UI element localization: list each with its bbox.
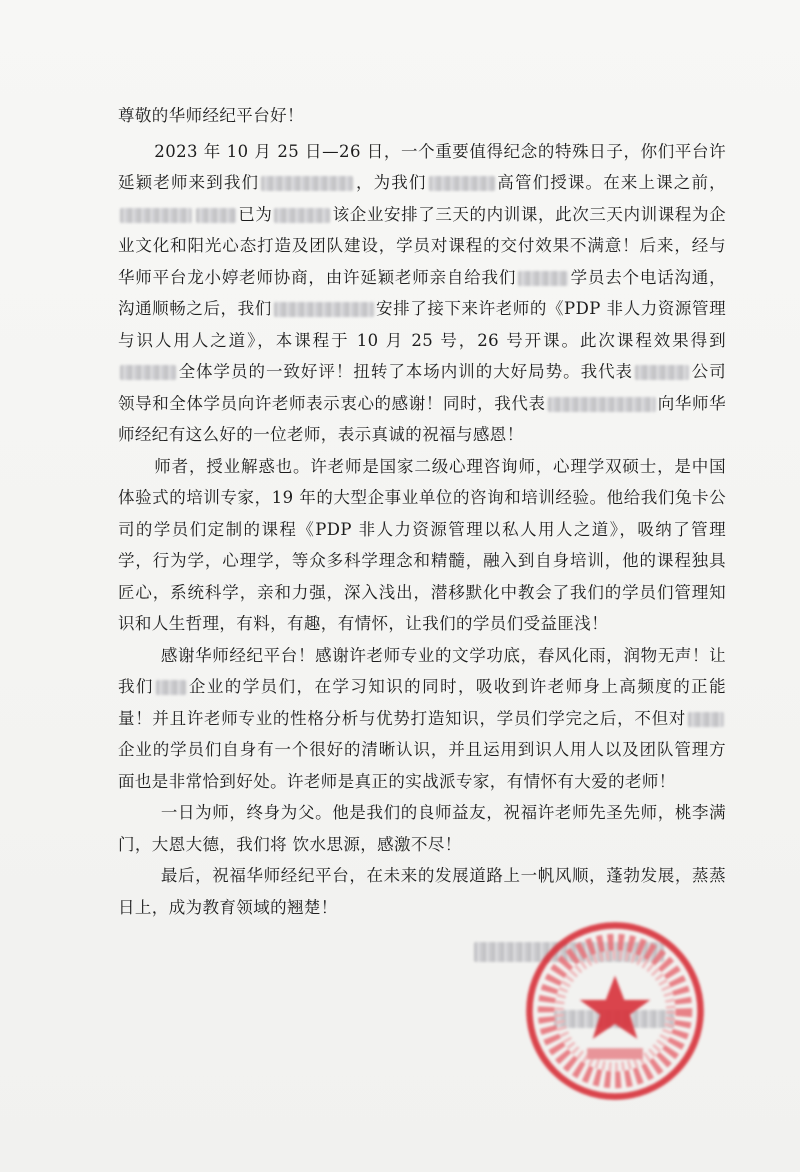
- p1-seg-7: 全体学员的一致好评！扭转了本场内训的大好局势。我代表: [178, 362, 634, 381]
- redacted-company: [156, 680, 186, 695]
- redacted-company: [635, 365, 689, 380]
- p1-seg-2: 高管们授课。在来上课之前，: [496, 173, 727, 192]
- redacted-company: [261, 176, 353, 191]
- redacted-company: [688, 712, 724, 727]
- redacted-company: [274, 302, 374, 317]
- p1-seg-4: 该企业安排了三天的内训课，此次三天内训课程为企业文化和阳光心态打造及团队建设，学员对课程的交付效果不满意！后来，经与华师平台龙小婷老师协商，由许延颖老师亲自给我们: [118, 204, 726, 287]
- p3-seg-2: 企业的学员们自身有一个很好的清晰认识，并且运用到识人用人以及团队管理方面也是非常恰到好处。许老师是真正的实战派专家，有情怀有大爱的老师！: [118, 740, 726, 791]
- redacted-company: [196, 208, 236, 223]
- redacted-company: [429, 176, 495, 191]
- p1-seg-6: 安排了接下来许老师的《PDP 非人力资源管理与识人用人之道》，本课程于 10 月 25 号，26 号开课。此次课程效果得到: [118, 299, 726, 350]
- paragraph-4: 一日为师，终身为父。他是我们的良师益友，祝福许老师先圣先师，桃李满门，大恩大德，我们将 饮水思源，感激不尽！: [118, 803, 726, 854]
- redacted-company: [120, 208, 192, 223]
- p1-seg-3: 已为: [238, 204, 273, 224]
- p1-seg-0: 2023 年 10 月 25 日—26 日，一个重要值得纪念的特殊日子，你们平台许延颖老师来到我们: [118, 141, 726, 192]
- paragraph-1: [118, 136, 726, 451]
- paragraph-2: 师者，授业解惑也。许老师是国家二级心理咨询师，心理学双硕士，是中国体验式的培训专家，19 年的大型企事业单位的咨询和培训经验。他给我们兔卡公司的学员们定制的课程《PDP 非人力资源管理以私人用人之道》，吸纳了管理学，行为学，心理学，等众多科学理念和精髓，融入到自身培训，他的课程独具匠心，系统科学，亲和力强，深入浅出，潜移默化中教会了我们的学员们管理知识和人生哲理，有料，有趣，有情怀，让我们的学员们受益匪浅！: [118, 456, 726, 633]
- star-icon: [580, 976, 651, 1039]
- p1-seg-5: 学员去个电话沟通，沟通顺畅之后，我们: [118, 267, 726, 318]
- p1-seg-9: 向华师华师经纪有这么好的一位老师，表示真诚的祝福与感恩！: [118, 393, 726, 444]
- p3-seg-0: 感谢华师经纪平台！感谢许老师专业的文学功底，春风化雨，润物无声！让我们: [118, 645, 726, 696]
- p1-seg-8: 公司领导和全体学员向许老师表示衷心的感谢！同时，我代表: [118, 362, 726, 413]
- p1-seg-1: ，为我们: [355, 173, 427, 192]
- paragraph-5: 最后，祝福华师经纪平台，在未来的发展道路上一帆风顺，蓬勃发展，蒸蒸日上，成为教育领域的翘楚！: [118, 866, 726, 917]
- redacted-company: [548, 397, 656, 412]
- letter-body: [118, 100, 726, 923]
- redacted-company: [274, 208, 330, 223]
- company-seal: [522, 918, 708, 1104]
- redacted-company: [120, 365, 176, 380]
- redacted-company: [518, 271, 568, 286]
- paragraph-3: [118, 640, 726, 798]
- p3-seg-1: 企业的学员们，在学习知识的同时，吸收到许老师身上高频度的正能量！并且许老师专业的性格分析与优势打造知识，学员们学完之后，不但对: [118, 677, 726, 728]
- letter-greeting: 尊敬的华师经纪平台好！: [118, 106, 304, 125]
